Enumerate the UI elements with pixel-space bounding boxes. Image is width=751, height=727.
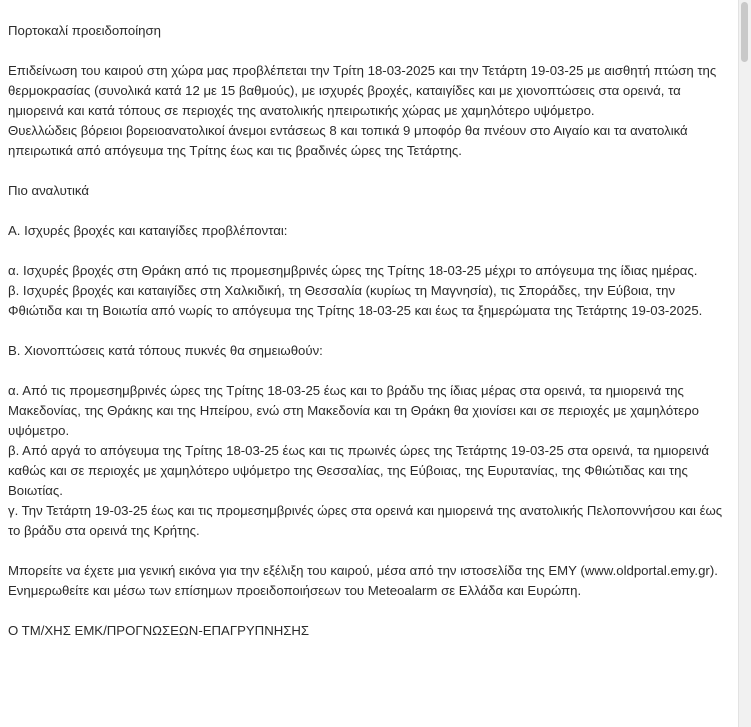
section-a-item-2: β. Ισχυρές βροχές και καταιγίδες στη Χαλκιδική, τη Θεσσαλία (κυρίως τη Μαγνησία), τις Σποράδες, την Εύβοια, την Φθιώτιδα και τη Βοιωτία από νωρίς το απόγευμα της Τρίτης 18-03-25 και έως τα ξημερώματα της Τετάρτης 19-03-2025. — [8, 283, 703, 318]
warning-heading: Πορτοκαλί προειδοποίηση — [8, 23, 161, 38]
spacer — [8, 361, 730, 381]
spacer — [8, 321, 730, 341]
spacer — [8, 201, 730, 221]
footer-emy-link-text: Μπορείτε να έχετε μια γενική εικόνα για την εξέλιξη του καιρού, μέσα από την ιστοσελίδα της ΕΜΥ (www.oldportal.emy.gr). — [8, 563, 718, 578]
section-b-title: Β. Χιονοπτώσεις κατά τόπους πυκνές θα σημειωθούν: — [8, 343, 323, 358]
spacer — [8, 601, 730, 621]
footer-meteoalarm-text: Ενημερωθείτε και μέσω των επίσημων προειδοποιήσεων του Meteoalarm σε Ελλάδα και Ευρώπη. — [8, 583, 582, 598]
section-a-title: Α. Ισχυρές βροχές και καταιγίδες προβλέπονται: — [8, 223, 288, 238]
warning-document — [8, 21, 730, 641]
scrollbar-thumb[interactable] — [741, 2, 748, 62]
spacer — [8, 161, 730, 181]
section-b-item-2: β. Από αργά το απόγευμα της Τρίτης 18-03-25 έως και τις πρωινές ώρες της Τετάρτης 19-03-25 στα ορεινά, τα ημιορεινά καθώς και σε περιοχές με χαμηλότερο υψόμετρο της Θεσσαλίας, της Εύβοιας, της Ευρυτανίας, της Φθιώτιδας και της Βοιωτίας. — [8, 443, 710, 498]
intro-paragraph-2: Θυελλώδεις βόρειοι βορειοανατολικοί άνεμοι εντάσεως 8 και τοπικά 9 μποφόρ θα πνέουν στο Αιγαίο και τα ανατολικά ηπειρωτικά από απόγευμα της Τρίτης έως και τις βραδινές ώρες της Τετάρτης. — [8, 123, 688, 158]
vertical-scrollbar[interactable] — [738, 0, 751, 727]
signature: Ο ΤΜ/ΧΗΣ ΕΜΚ/ΠΡΟΓΝΩΣΕΩΝ-ΕΠΑΓΡΥΠΝΗΣΗΣ — [8, 623, 310, 638]
section-b-item-3: γ. Την Τετάρτη 19-03-25 έως και τις προμεσημβρινές ώρες στα ορεινά και ημιορεινά της ανατολικής Πελοποννήσου και έως το βράδυ στα ορεινά της Κρήτης. — [8, 503, 723, 538]
spacer — [8, 541, 730, 561]
section-a-item-1: α. Ισχυρές βροχές στη Θράκη από τις προμεσημβρινές ώρες της Τρίτης 18-03-25 μέχρι το απόγευμα της ίδιας ημέρας. — [8, 263, 698, 278]
spacer — [8, 241, 730, 261]
details-heading: Πιο αναλυτικά — [8, 183, 89, 198]
section-b-item-1: α. Από τις προμεσημβρινές ώρες της Τρίτης 18-03-25 έως και το βράδυ της ίδιας μέρας στα ορεινά, τα ημιορεινά της Μακεδονίας, της Θράκης και της Ηπείρου, ενώ στη Μακεδονία και τη Θράκη θα χιονίσει και σε περιοχές με χαμηλότερο υψόμετρο. — [8, 383, 699, 438]
spacer — [8, 41, 730, 61]
intro-paragraph-1: Επιδείνωση του καιρού στη χώρα μας προβλέπεται την Τρίτη 18-03-2025 και την Τετάρτη 19-03-25 με αισθητή πτώση της θερμοκρασίας (συνολικά κατά 12 με 15 βαθμούς), με ισχυρές βροχές, καταιγίδες και με χιονοπτώσεις στα ορεινά, τα ημιορεινά και κατά τόπους σε περιοχές της ανατολικής ηπειρωτικής χώρας με χαμηλότερο υψόμετρο. — [8, 63, 717, 118]
